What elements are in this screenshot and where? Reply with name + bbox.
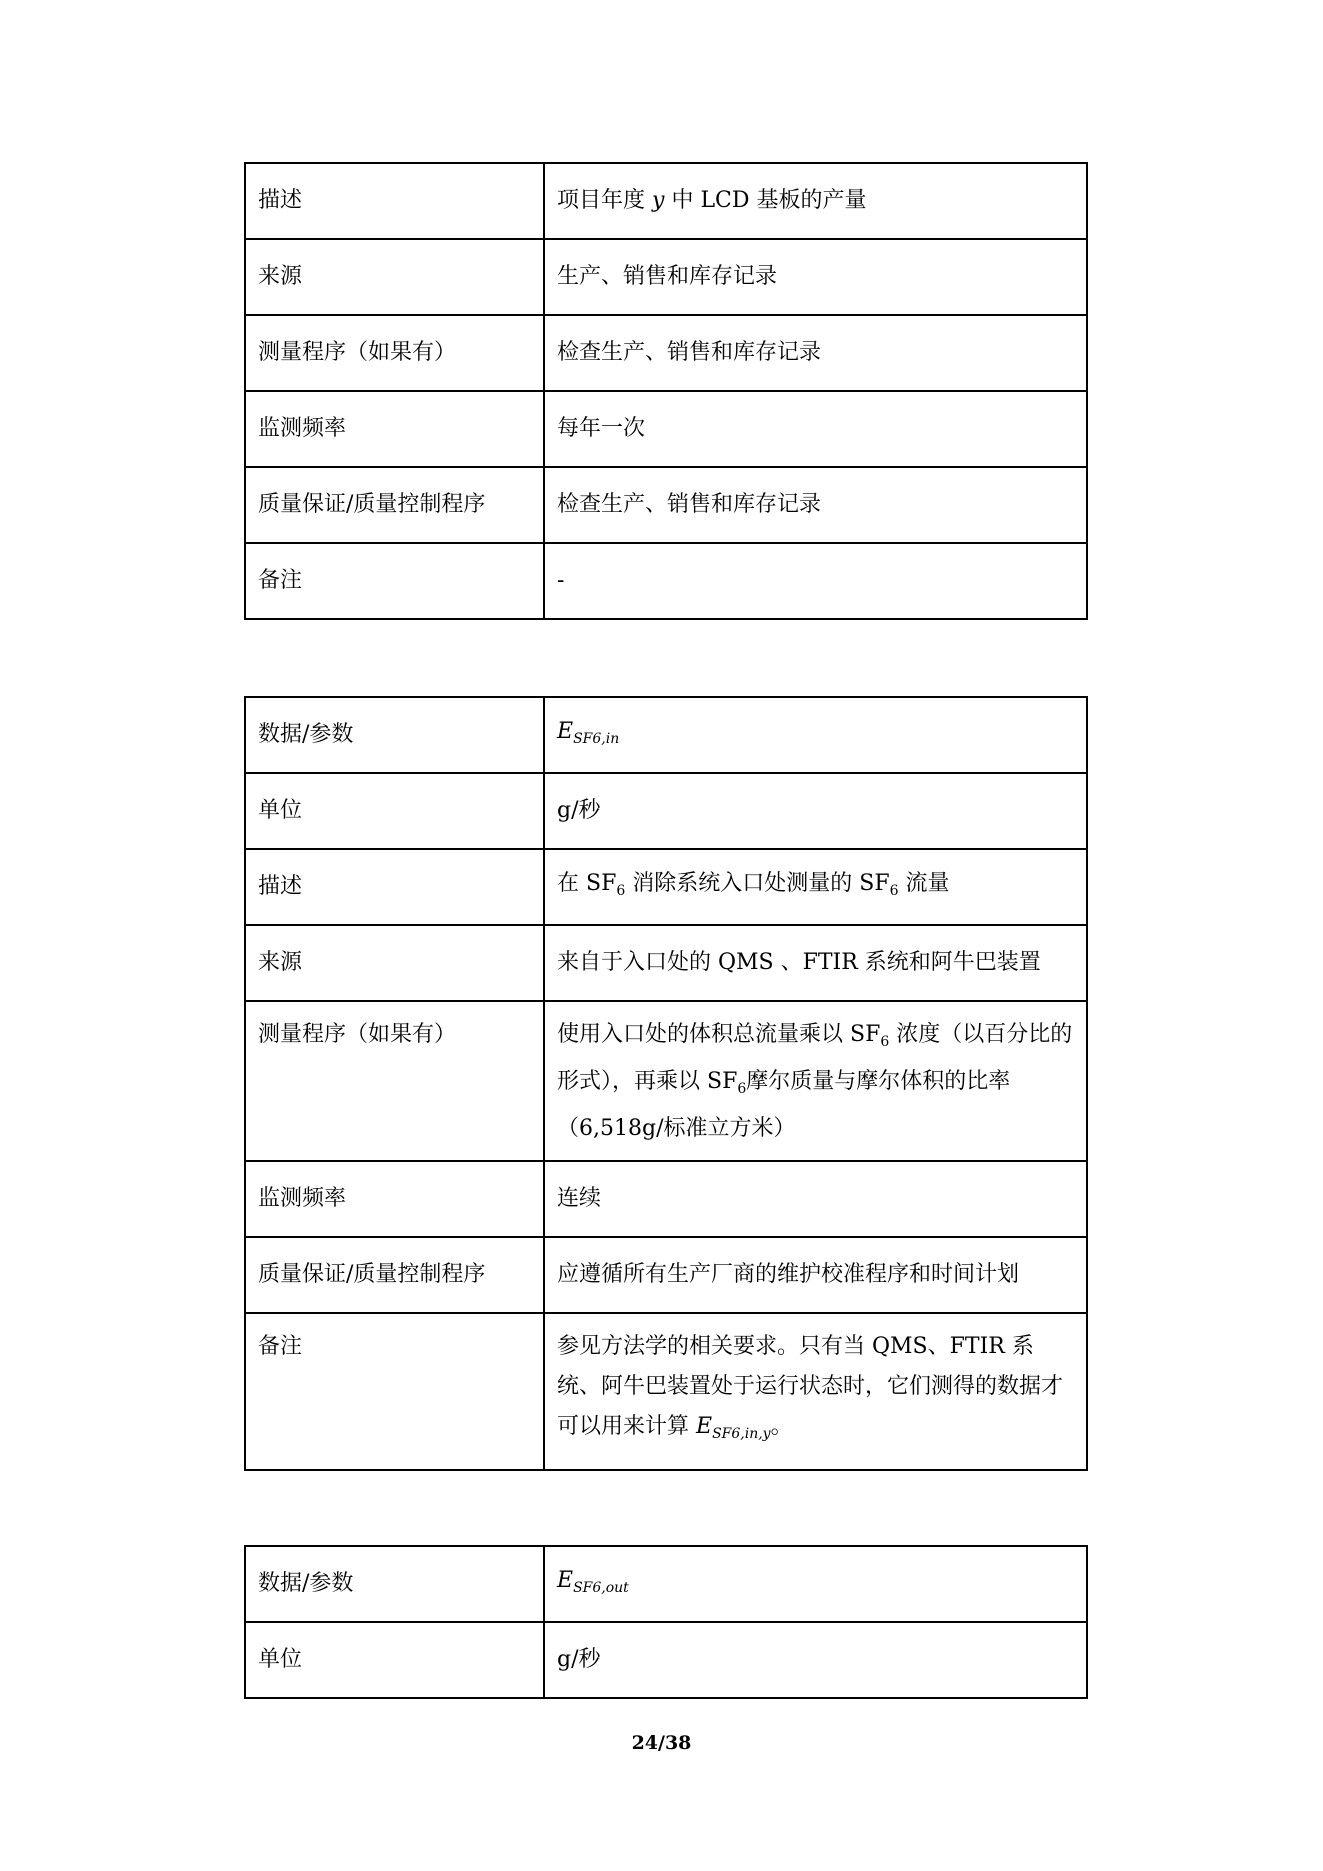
sf6-outlet-parameter-table <box>244 1545 1088 1699</box>
row-value-procedure: 使用入口处的体积总流量乘以 $SF_6$ 浓度（以百分比的形式），再乘以 $SF_6$摩尔质量与摩尔体积的比率（6,518g/标准立方米） <box>544 1001 1087 1161</box>
row-label-procedure: 测量程序（如果有） <box>245 1001 544 1161</box>
table-row <box>245 1546 1087 1622</box>
table-row <box>245 467 1087 543</box>
row-value-source: 生产、销售和库存记录 <box>544 239 1087 315</box>
table-row <box>245 391 1087 467</box>
row-label-source: 来源 <box>245 239 544 315</box>
row-value-remarks: 参见方法学的相关要求。只有当 QMS、FTIR 系统、阿牛巴装置处于运行状态时，它们测得的数据才可以用来计算 $E_{SF6,in,y}$。 <box>544 1313 1087 1470</box>
row-value-description: 项目年度 y 中 LCD 基板的产量 <box>544 163 1087 239</box>
table-row <box>245 239 1087 315</box>
table-row <box>245 849 1087 925</box>
parameter-symbol: $E_{SF6,out}$ <box>544 1546 1087 1622</box>
row-label-frequency: 监测频率 <box>245 391 544 467</box>
table-row <box>245 1622 1087 1698</box>
table-row <box>245 925 1087 1001</box>
table-row <box>245 1237 1087 1313</box>
lcd-production-parameter-table <box>244 162 1088 620</box>
row-label-remarks: 备注 <box>245 1313 544 1470</box>
row-value-qaqc: 检查生产、销售和库存记录 <box>544 467 1087 543</box>
row-value-remarks: - <box>544 543 1087 619</box>
table-row <box>245 697 1087 773</box>
table-row <box>245 773 1087 849</box>
row-label-procedure: 测量程序（如果有） <box>245 315 544 391</box>
row-label-source: 来源 <box>245 925 544 1001</box>
table-row <box>245 1313 1087 1470</box>
row-value-unit: g/秒 <box>544 773 1087 849</box>
row-label-qaqc: 质量保证/质量控制程序 <box>245 1237 544 1313</box>
row-value-procedure: 检查生产、销售和库存记录 <box>544 315 1087 391</box>
table-row <box>245 1001 1087 1161</box>
table-row <box>245 1161 1087 1237</box>
row-label-frequency: 监测频率 <box>245 1161 544 1237</box>
table-row <box>245 315 1087 391</box>
table-row <box>245 543 1087 619</box>
row-label-unit: 单位 <box>245 1622 544 1698</box>
sf6-inlet-parameter-table <box>244 696 1088 1471</box>
row-value-description: 在 $SF_6$ 消除系统入口处测量的 $SF_6$ 流量 <box>544 849 1087 925</box>
row-value-source: 来自于入口处的 QMS 、FTIR 系统和阿牛巴装置 <box>544 925 1087 1001</box>
table-row <box>245 163 1087 239</box>
row-value-frequency: 每年一次 <box>544 391 1087 467</box>
row-label-parameter: 数据/参数 <box>245 1546 544 1622</box>
row-value-unit: g/秒 <box>544 1622 1087 1698</box>
page-number: 24/38 <box>631 1732 692 1754</box>
row-label-unit: 单位 <box>245 773 544 849</box>
row-label-qaqc: 质量保证/质量控制程序 <box>245 467 544 543</box>
row-value-frequency: 连续 <box>544 1161 1087 1237</box>
row-label-remarks: 备注 <box>245 543 544 619</box>
parameter-symbol: $E_{SF6,in}$ <box>544 697 1087 773</box>
row-label-parameter: 数据/参数 <box>245 697 544 773</box>
row-label-description: 描述 <box>245 849 544 925</box>
row-label-description: 描述 <box>245 163 544 239</box>
row-value-qaqc: 应遵循所有生产厂商的维护校准程序和时间计划 <box>544 1237 1087 1313</box>
